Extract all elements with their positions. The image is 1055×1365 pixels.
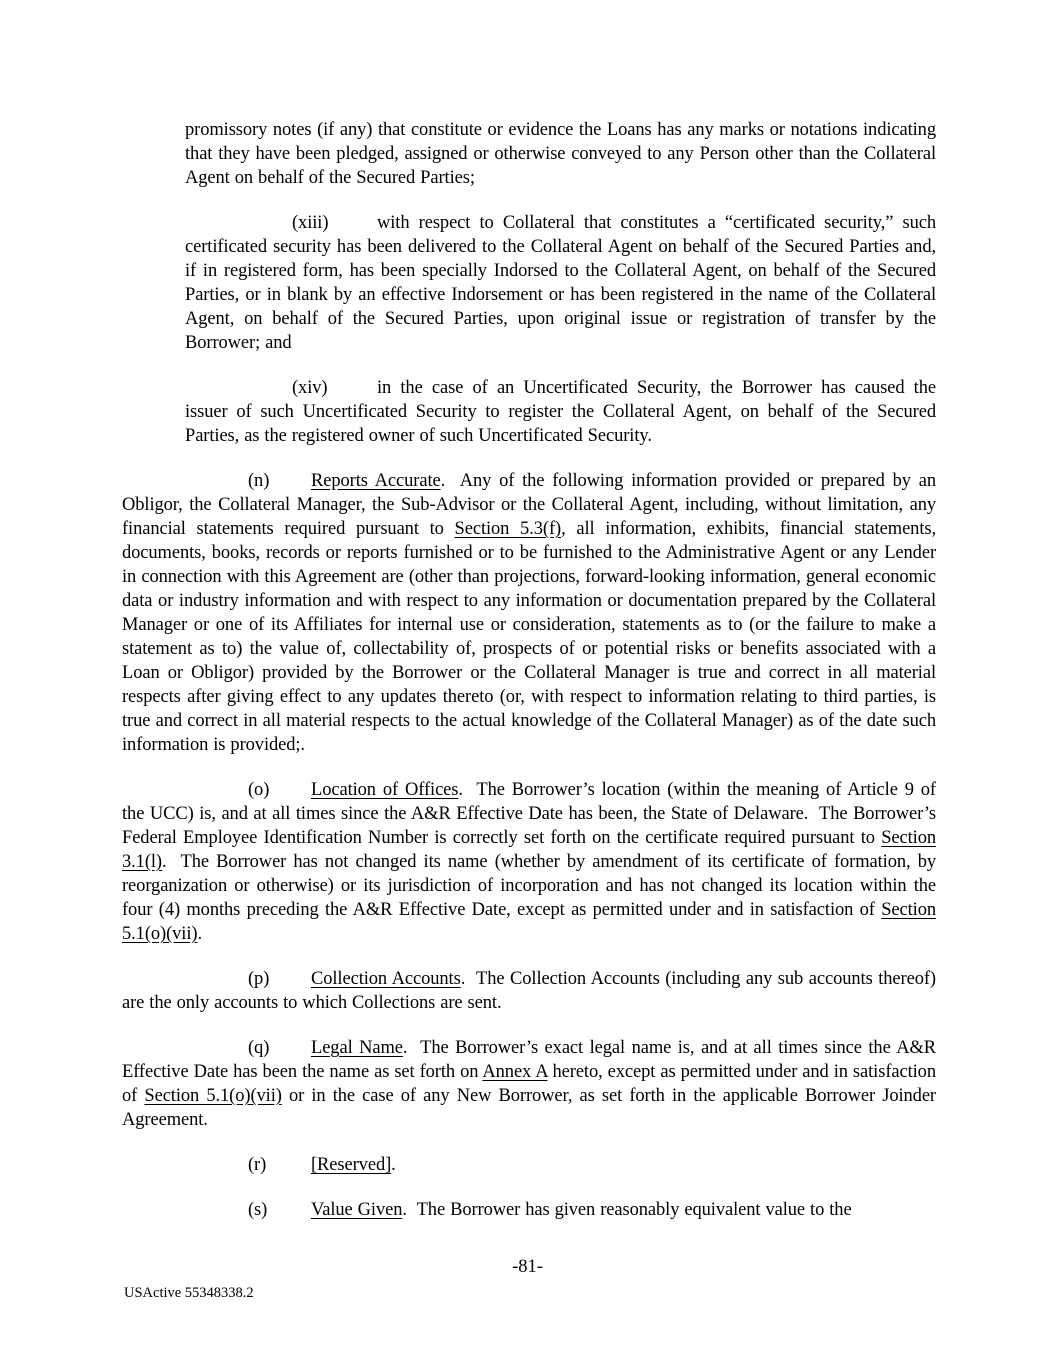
underlined-reference: Collection Accounts	[311, 969, 461, 989]
document-body	[122, 118, 936, 1243]
text-segment: . Any of the following information provided or prepared by an Obligor, the Collateral Manager, the Sub-Advisor or the Collateral Agent, including, without limitation, any financial statements required pursuant to	[122, 471, 937, 539]
underlined-reference: [Reserved]	[311, 1155, 392, 1175]
text-segment: . The Borrower’s location (within the meaning of Article 9 of the UCC) is, and at all times since the A&R Effective Date has been, the State of Delaware. The Borrower’s Federal Employee Identification Number is correctly set forth on the certificate required pursuant to	[122, 780, 936, 848]
paragraph-label: (s)	[248, 1200, 268, 1220]
text-segment: , all information, exhibits, financial statements, documents, books, records or reports furnished or to be furnished to the Administrative Agent or any Lender in connection with this Agreement are (other than projections, forward-looking information, general economic data or industry information and with respect to any information or documentation prepared by the Collateral Manager or one of its Affiliates for internal use or consideration, statements as to (or the failure to make a statement as to) the value of, collectability of, prospects of or potential risks or benefits associated with a Loan or Obligor) provided by the Borrower or the Collateral Manager is true and correct in all material respects after giving effect to any updates thereto (or, with respect to information relating to third parties, is true and correct in all material respects to the actual knowledge of the Collateral Manager) as of the date such information is provided;.	[122, 519, 936, 755]
underlined-reference: Annex A	[482, 1062, 548, 1082]
underlined-reference: Section 5.3(f)	[454, 519, 562, 539]
paragraph-s	[122, 1198, 936, 1222]
paragraph-label: (q)	[248, 1038, 270, 1058]
paragraph-continuation	[185, 118, 936, 190]
underlined-reference: Reports Accurate	[311, 471, 441, 491]
paragraph-xiv	[185, 376, 936, 448]
paragraph-label: (xiii)	[292, 213, 329, 233]
paragraph-r	[122, 1153, 936, 1177]
page-number: -81-	[512, 1257, 543, 1277]
text-segment: . The Borrower’s exact legal name is, and at all times since the A&R Effective Date has been the name as set forth on	[122, 1038, 936, 1082]
paragraph-n	[122, 469, 936, 757]
text-segment: . The Collection Accounts (including any sub accounts thereof) are the only accounts to which Collections are sent.	[122, 969, 936, 1013]
text-segment: hereto, except as permitted under and in satisfaction of	[122, 1062, 936, 1106]
underlined-reference: Section 5.1(o)(vii)	[122, 900, 936, 944]
text-segment: . The Borrower has given reasonably equivalent value to the	[402, 1200, 852, 1220]
text-segment: . The Borrower has not changed its name (whether by amendment of its certificate of formation, by reorganization or otherwise) or its jurisdiction of incorporation and has not changed its location within the four (4) months preceding the A&R Effective Date, except as permitted under and in satisfaction of	[122, 852, 936, 920]
paragraph-q	[122, 1036, 936, 1132]
paragraph-label: (o)	[248, 780, 270, 800]
text-segment: with respect to Collateral that constitutes a “certificated security,” such certificated security has been delivered to the Collateral Agent on behalf of the Secured Parties and, if in registered form, has been specially Indorsed to the Collateral Agent, on behalf of the Secured Parties, or in blank by an effective Indorsement or has been registered in the name of the Collateral Agent, on behalf of the Secured Parties, upon original issue or registration of transfer by the Borrower; and	[185, 213, 936, 353]
underlined-reference: Legal Name	[311, 1038, 403, 1058]
document-id-footer: USActive 55348338.2	[124, 1285, 254, 1301]
underlined-reference: Location of Offices	[311, 780, 459, 800]
text-segment: promissory notes (if any) that constitute or evidence the Loans has any marks or notations indicating that they have been pledged, assigned or otherwise conveyed to any Person other than the Collateral Agent on behalf of the Secured Parties;	[185, 120, 936, 188]
text-segment: in the case of an Uncertificated Security, the Borrower has caused the issuer of such Uncertificated Security to register the Collateral Agent, on behalf of the Secured Parties, as the registered owner of such Uncertificated Security.	[185, 378, 936, 446]
paragraph-label: (r)	[248, 1155, 267, 1175]
paragraph-p	[122, 967, 936, 1015]
underlined-reference: Value Given	[311, 1200, 403, 1220]
paragraph-xiii	[185, 211, 936, 355]
paragraph-label: (xiv)	[292, 378, 328, 398]
text-segment: .	[197, 924, 202, 944]
paragraph-label: (p)	[248, 969, 270, 989]
paragraph-label: (n)	[248, 471, 270, 491]
text-segment: .	[391, 1155, 396, 1175]
text-segment: or in the case of any New Borrower, as set forth in the applicable Borrower Joinder Agreement.	[122, 1086, 936, 1130]
underlined-reference: Section 3.1(l)	[122, 828, 936, 872]
paragraph-o	[122, 778, 936, 946]
underlined-reference: Section 5.1(o)(vii)	[144, 1086, 282, 1106]
